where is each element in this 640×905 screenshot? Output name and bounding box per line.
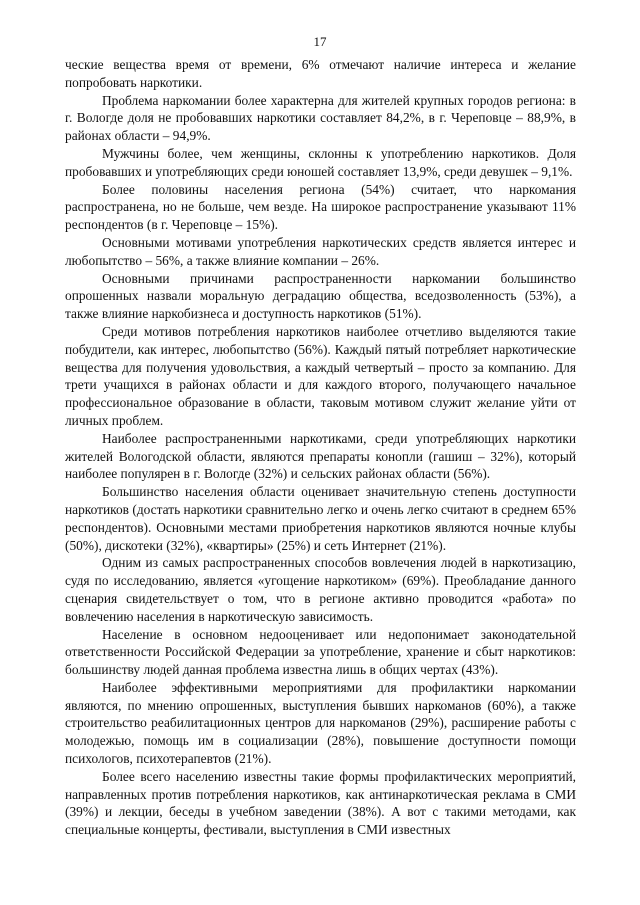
paragraph-main-causes: Основными причинами распространенности наркомании большинство опрошенных назвали моральную деградацию общества, вседозволенность (53%), а также влияние наркобизнеса и доступность наркотиков (51%). bbox=[65, 270, 576, 322]
body-text bbox=[65, 56, 576, 839]
page-number: 17 bbox=[313, 34, 327, 49]
paragraph-urban-prevalence: Проблема наркомании более характерна для жителей крупных городов региона: в г. Вологде доля не пробовавших наркотики составляет 84,2%, в г. Череповце – 88,9%, в районах области – 94,9%. bbox=[65, 92, 576, 144]
paragraph-main-motives: Основными мотивами употребления наркотических средств является интерес и любопытство – 56%, а также влияние компании – 26%. bbox=[65, 234, 576, 268]
paragraph-known-prevention-forms: Более всего населению известны такие формы профилактических мероприятий, направленных против потребления наркотиков, как антинаркотическая реклама в СМИ (39%) и лекции, беседы в учебном заведении (38%). А вот с такими методами, как специальные концерты, фестивали, выступления в СМИ известных bbox=[65, 768, 576, 838]
paragraph-consumption-motives: Среди мотивов потребления наркотиков наиболее отчетливо выделяются такие побудители, как интерес, любопытство (56%). Каждый пятый потребляет наркотические вещества для получения удовольствия, а каждый четвертый – просто за компанию. Для трети учащихся в районах области и для каждого второго, получающего начальное профессиональное образование в области, таковым мотивом служит желание уйти от личных проблем. bbox=[65, 323, 576, 428]
paragraph-availability: Большинство населения области оценивает значительную степень доступности наркотиков (достать наркотики сравнительно легко и очень легко считают в среднем 65% респондентов). Основными местами приобретения наркотиков являются ночные клубы (50%), дискотеки (32%), «квартиры» (25%) и сеть Интернет (21%). bbox=[65, 484, 576, 553]
paragraph-legal-awareness: Население в основном недооценивает или недопонимает законодательной ответственности Российской Федерации за употребление, хранение и сбыт наркотиков: большинству людей данная проблема известна лишь в общих чертах (43%). bbox=[65, 626, 576, 678]
paragraph-involvement-methods: Одним из самых распространенных способов вовлечения людей в наркотизацию, судя по исследованию, является «угощение наркотиком» (69%). Преобладание данного сценария свидетельствует о том, что в регионе активно проводится «работа» по вовлечению населения в наркотическую зависимость. bbox=[65, 555, 576, 624]
paragraph-continuation: ческие вещества время от времени, 6% отмечают наличие интереса и желание попробовать наркотики. bbox=[65, 57, 576, 90]
paragraph-common-drugs: Наиболее распространенными наркотиками, среди употребляющих наркотики жителей Вологодской области, являются препараты конопли (гашиш – 32%), который наиболее популярен в г. Вологде (32%) и сельских районах области (56%). bbox=[65, 430, 576, 482]
paragraph-perceived-spread: Более половины населения региона (54%) считает, что наркомания распространена, но не больше, чем везде. На широкое распространение указывают 11% респондентов (в г. Череповце – 15%). bbox=[65, 181, 576, 233]
paragraph-gender-difference: Мужчины более, чем женщины, склонны к употреблению наркотиков. Доля пробовавших и употребляющих среди юношей составляет 13,9%, среди девушек – 9,1%. bbox=[65, 145, 576, 179]
paragraph-effective-prevention: Наиболее эффективными мероприятиями для профилактики наркомании являются, по мнению опрошенных, выступления бывших наркоманов (60%), а также строительство реабилитационных центров для наркоманов (29%), расширение работы с молодежью, помощь им в социализации (28%), повышение доступности помощи психологов, психотерапевтов (21%). bbox=[65, 679, 576, 767]
